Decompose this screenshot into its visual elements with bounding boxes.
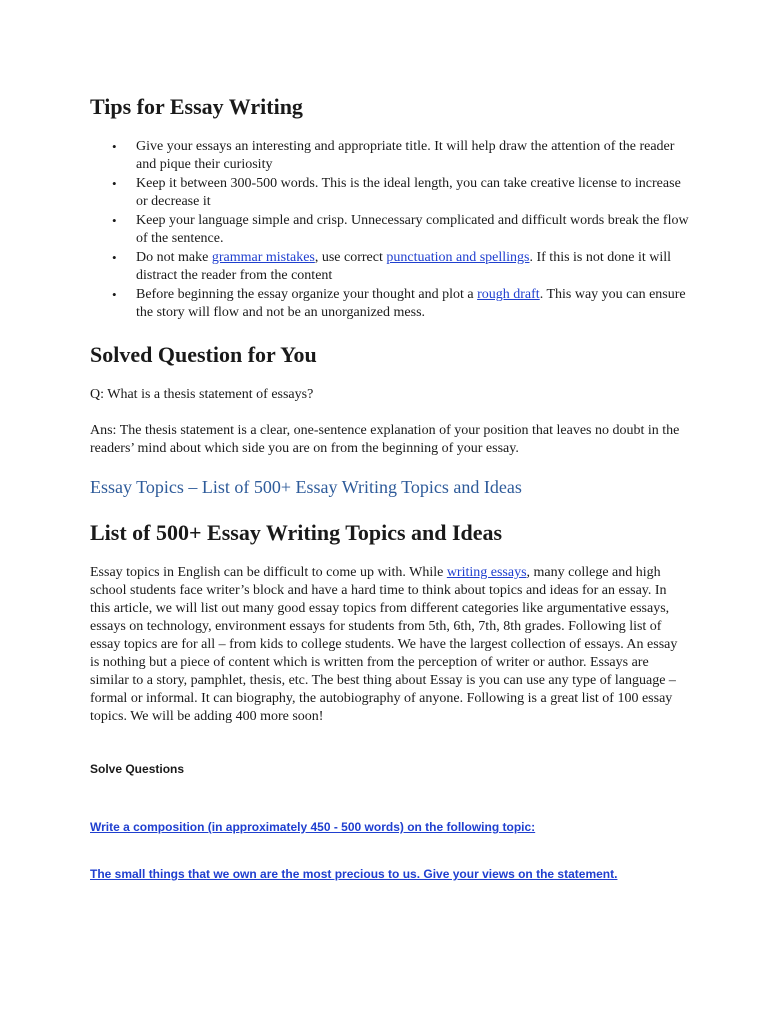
answer-text: Ans: The thesis statement is a clear, one-sentence explanation of your position that leaves no doubt in the readers’ mind about which side you are on from the beginning of your essay.	[90, 423, 680, 456]
bullet-icon: •	[112, 213, 117, 228]
intro-text-pre: Essay topics in English can be difficult to come up with. While	[90, 565, 447, 580]
bullet-icon: •	[112, 287, 117, 302]
tip-text: Keep it between 300-500 words. This is the ideal length, you can take creative license to increase or decrease it	[136, 176, 681, 209]
bullet-icon: •	[112, 250, 117, 265]
statement-question-link[interactable]: The small things that we own are the most precious to us. Give your views on the statement.	[90, 867, 618, 881]
punctuation-spellings-link[interactable]: punctuation and spellings	[386, 250, 530, 265]
rough-draft-link[interactable]: rough draft	[477, 287, 540, 302]
writing-essays-link[interactable]: writing essays	[446, 565, 527, 580]
intro-paragraph	[90, 564, 690, 726]
tip-text-post: . This way you can ensure the story will flow and not be an unorganized mess.	[136, 287, 686, 320]
tip-text: Keep your language simple and crisp. Unnecessary complicated and difficult words break the flow of the sentence.	[136, 213, 689, 246]
bullet-icon: •	[112, 139, 117, 154]
essay-topics-subheading: Essay Topics – List of 500+ Essay Writing Topics and Ideas	[90, 477, 522, 497]
bullet-icon: •	[112, 176, 117, 191]
composition-question-link[interactable]: Write a composition (in approximately 450 - 500 words) on the following topic:	[90, 820, 536, 834]
tip-text-pre: Do not make	[136, 250, 212, 265]
solve-questions-label: Solve Questions	[90, 762, 185, 776]
tip-text: Give your essays an interesting and appropriate title. It will help draw the attention of the reader and pique their curiosity	[136, 139, 675, 172]
list-item	[90, 138, 690, 174]
tip-text-pre: Before beginning the essay organize your thought and plot a	[136, 287, 478, 302]
list-item	[90, 286, 690, 322]
list-item	[90, 175, 690, 211]
intro-text-post: , many college and high school students face writer’s block and have a hard time to think about topics and ideas for an essay. In this article, we will list out many good essay topics from different categories like argumentative essays, essays on technology, environment essays for students from 5th, 6th, 7th, 8th grades. Following list of essay topics are for all – from kids to college students. We have the largest collection of essays. An essay is nothing but a piece of content which is written from the perception of writer or author. Essays are similar to a story, pamphlet, thesis, etc. The best thing about Essay is you can use any type of language – formal or informal. It can biography, the autobiography of anyone. Following is a great list of 100 essay topics. We will be adding 400 more soon!	[90, 565, 678, 724]
question-text: Q: What is a thesis statement of essays?	[90, 387, 314, 402]
solved-heading: Solved Question for You	[90, 342, 317, 367]
tip-text-mid: , use correct	[314, 250, 387, 265]
list-item	[90, 249, 690, 285]
tips-heading: Tips for Essay Writing	[90, 94, 303, 119]
tip-text-post: . If this is not done it will distract the reader from the content	[136, 250, 672, 283]
list-heading: List of 500+ Essay Writing Topics and Ideas	[90, 520, 503, 545]
grammar-mistakes-link[interactable]: grammar mistakes	[211, 250, 315, 265]
tips-list	[90, 138, 690, 323]
list-item	[90, 212, 690, 248]
